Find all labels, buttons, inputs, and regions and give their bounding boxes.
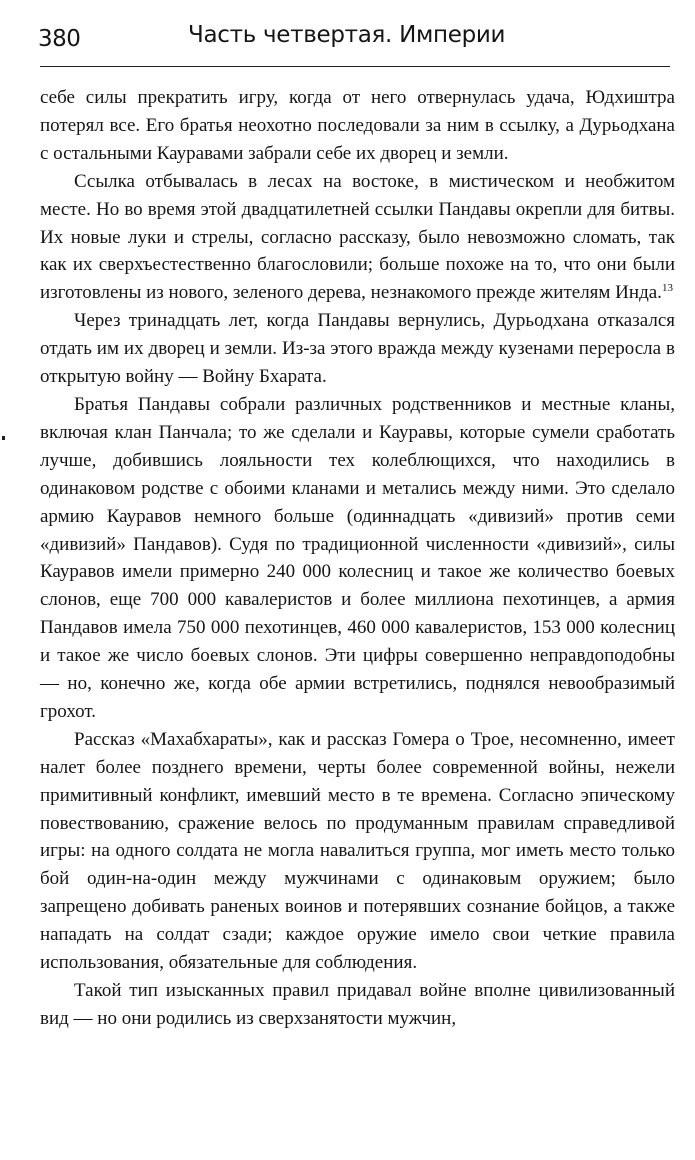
paragraph	[40, 391, 675, 726]
running-head: Часть четвертая. Империи	[188, 22, 506, 48]
paragraph-text: себе силы прекратить игру, когда от него отвернулась удача, Юдхиштра потерял все. Его братья неохотно последовали за ним в ссылку, а Дурьодхана с остальными Кауравами забрали себе их дворец и земли.	[40, 87, 675, 164]
margin-mark	[2, 436, 5, 440]
paragraph-text: Через тринадцать лет, когда Пандавы вернулись, Дурьодхана отказался отдать им их дворец и земли. Из-за этого вражда между кузенами переросла в открытую войну — Войну Бхарата.	[40, 310, 675, 388]
paragraph	[40, 168, 675, 308]
footnote-reference: 13	[661, 282, 673, 295]
page-header	[28, 18, 668, 52]
paragraph	[40, 977, 675, 1033]
paragraph-text: Рассказ «Махабхараты», как и рассказ Гомера о Трое, несомненно, имеет налет более позднего времени, черты более современной войны, нежели примитивный конфликт, имевший место в те времена. Согласно эпическому повествованию, сражение велось по продуманным правилам справедливой игры: на одного солдата не могла навалиться группа, мог иметь место только бой один-на-один между мужчинами с одинаковым оружием; было запрещено добивать раненых воинов и потерявших сознание бойцов, а также нападать на солдат сзади; каждое оружие имело свои четкие правила использования, обязательные для соблюдения.	[40, 728, 675, 974]
paragraph-text: Ссылка отбывалась в лесах на востоке, в мистическом и необжитом месте. Но во время этой двадцатилетней ссылки Пандавы окрепли для битвы. Их новые луки и стрелы, согласно рассказу, было невозможно сломать, так как их сверхъестественно благословили; больше похоже на то, что они были изготовлены из нового, зеленого дерева, незнакомого прежде жителям Инда.	[40, 170, 675, 304]
header-rule	[40, 66, 670, 67]
paragraph	[40, 726, 675, 977]
paragraph	[40, 307, 675, 391]
paragraph-text: Братья Пандавы собрали различных родственников и местные кланы, включая клан Панчала; то же сделали и Кауравы, которые сумели сработать лучше, добившись лояльности тех колеблющихся, что находились в одинаковом родстве с обоими кланами и метались между ними. Это сделало армию Кауравов немного больше (одиннадцать «дивизий» против семи «дивизий» Пандавов). Судя по традиционной численности «дивизий», силы Кауравов имели примерно 240 000 колесниц и такое же количество боевых слонов, еще 700 000 кавалеристов и более миллиона пехотинцев, а армия Пандавов имела 750 000 пехотинцев, 460 000 кавалеристов, 153 000 колесниц и такое же число боевых слонов. Эти цифры совершенно неправдоподобны — но, конечно же, когда обе армии встретились, поднялся невообразимый грохот.	[40, 393, 675, 722]
text-body	[40, 84, 675, 1033]
page-number: 380	[38, 26, 81, 52]
paragraph-text: Такой тип изысканных правил придавал войне вполне цивилизованный вид — но они родились из сверхзанятости мужчин,	[40, 980, 675, 1029]
paragraph	[40, 84, 675, 168]
